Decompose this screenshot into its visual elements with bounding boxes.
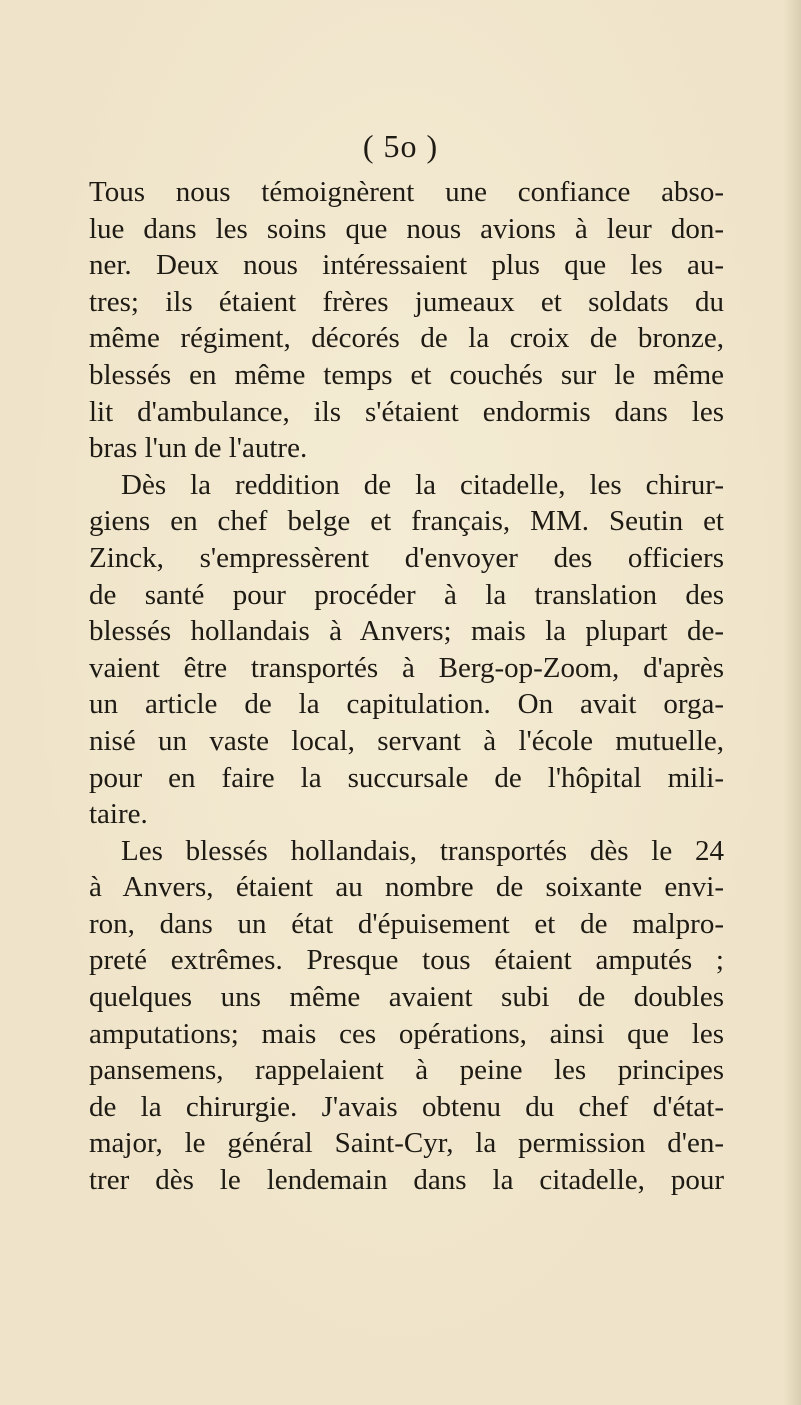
text-line: Dès la reddition de la citadelle, les chirur- [121, 468, 724, 501]
text-line: preté extrêmes. Presque tous étaient amputés ; [89, 944, 724, 977]
text-line: pansemens, rappelaient à peine les principes [89, 1054, 724, 1087]
text-line: nisé un vaste local, servant à l'école mutuelle, [89, 724, 724, 757]
text-line: blessés en même temps et couchés sur le même [89, 358, 724, 391]
text-line: de santé pour procéder à la translation des [89, 578, 724, 611]
text-line: tres; ils étaient frères jumeaux et soldats du [89, 285, 724, 318]
text-line: taire. [89, 798, 148, 831]
text-line: ner. Deux nous intéressaient plus que les au- [89, 249, 724, 282]
text-line: amputations; mais ces opérations, ainsi que les [89, 1017, 724, 1050]
text-line: bras l'un de l'autre. [89, 432, 308, 465]
text-line: pour en faire la succursale de l'hôpital mili- [89, 761, 724, 794]
text-line: lit d'ambulance, ils s'étaient endormis dans les [89, 395, 724, 428]
text-line: vaient être transportés à Berg-op-Zoom, d'après [89, 651, 724, 684]
page-number: ( 5o ) [362, 128, 439, 164]
text-line: même régiment, décorés de la croix de bronze, [89, 322, 724, 355]
text-line: major, le général Saint-Cyr, la permission d'en- [89, 1127, 724, 1160]
text-line: lue dans les soins que nous avions à leur don- [89, 212, 724, 245]
text-line: à Anvers, étaient au nombre de soixante envi- [89, 871, 724, 904]
text-line: Les blessés hollandais, transportés dès le 24 [121, 834, 724, 867]
text-line: Tous nous témoignèrent une confiance abso- [89, 176, 724, 208]
text-line: quelques uns même avaient subi de doubles [89, 981, 724, 1014]
body-text [89, 174, 724, 1199]
text-line: trer dès le lendemain dans la citadelle, pour [89, 1164, 724, 1197]
page-edge-shadow [783, 0, 801, 1405]
text-line: giens en chef belge et français, MM. Seutin et [89, 505, 724, 538]
text-line: Zinck, s'empressèrent d'envoyer des officiers [89, 541, 724, 574]
text-line: ron, dans un état d'épuisement et de malpro- [89, 907, 724, 940]
text-line: un article de la capitulation. On avait orga- [89, 688, 724, 721]
text-line: de la chirurgie. J'avais obtenu du chef d'état- [89, 1090, 724, 1123]
text-line: blessés hollandais à Anvers; mais la plupart de- [89, 615, 724, 648]
